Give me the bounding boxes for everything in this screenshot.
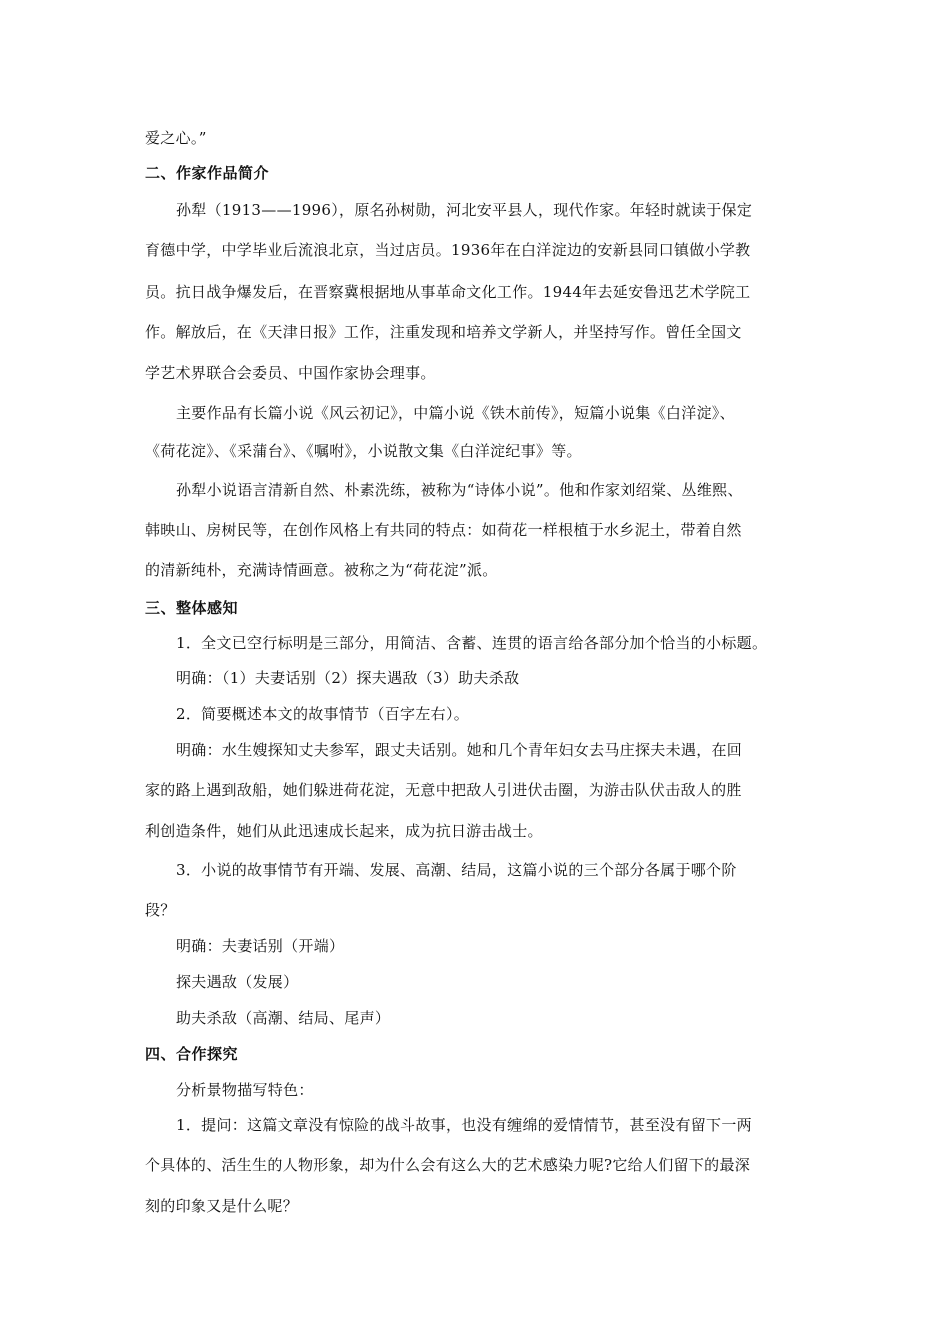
- paragraph-line: 孙犁小说语言清新自然、朴素洗练，被称为“诗体小说”。他和作家刘绍棠、丛维熙、: [176, 481, 743, 499]
- paragraph-line: 助夫杀敌（高潮、结局、尾声）: [176, 1009, 391, 1027]
- paragraph-line: 1．提问：这篇文章没有惊险的战斗故事，也没有缠绵的爱情情节，甚至没有留下一两: [176, 1116, 752, 1134]
- paragraph-line: 刻的印象又是什么呢？: [145, 1197, 299, 1215]
- paragraph-line: 育德中学，中学毕业后流浪北京，当过店员。1936年在白洋淀边的安新县同口镇做小学教: [145, 241, 751, 259]
- paragraph-line: 《荷花淀》、《采蒲台》、《嘱咐》，小说散文集《白洋淀纪事》等。: [145, 442, 582, 460]
- paragraph-line: 2．简要概述本文的故事情节（百字左右）。: [176, 705, 470, 723]
- paragraph-line: 学艺术界联合会委员、中国作家协会理事。: [145, 364, 436, 382]
- paragraph-line: 家的路上遇到敌船，她们躲进荷花淀，无意中把敌人引进伏击圈，为游击队伏击敌人的胜: [145, 781, 742, 799]
- paragraph-line: 明确：（1）夫妻话别（2）探夫遇敌（3）助夫杀敌: [176, 669, 520, 687]
- paragraph-line: 的清新纯朴，充满诗情画意。被称之为“荷花淀”派。: [145, 561, 498, 579]
- paragraph-line: 利创造条件，她们从此迅速成长起来，成为抗日游击战士。: [145, 822, 543, 840]
- paragraph-line: 作。解放后，在《天津日报》工作，注重发现和培养文学新人，并坚持写作。曾任全国文: [145, 323, 742, 341]
- paragraph-line: 分析景物描写特色：: [176, 1081, 314, 1099]
- paragraph-line: 韩映山、房树民等，在创作风格上有共同的特点：如荷花一样根植于水乡泥土，带着自然: [145, 521, 742, 539]
- paragraph-line: 明确：夫妻话别（开端）: [176, 937, 345, 955]
- paragraph-line: 个具体的、活生生的人物形象，却为什么会有这么大的艺术感染力呢?它给人们留下的最深: [145, 1156, 751, 1174]
- section-heading: 二、作家作品简介: [145, 164, 270, 182]
- paragraph-line: 1．全文已空行标明是三部分，用简洁、含蓄、连贯的语言给各部分加个恰当的小标题。: [176, 634, 768, 652]
- paragraph-line: 孙犁（1913——1996），原名孙树勋，河北安平县人，现代作家。年轻时就读于保定: [176, 201, 753, 219]
- paragraph-line: 段？: [145, 901, 176, 919]
- paragraph-line: 明确：水生嫂探知丈夫参军，跟丈夫话别。她和几个青年妇女去马庄探夫未遇，在回: [176, 741, 743, 759]
- paragraph-line: 探夫遇敌（发展）: [176, 973, 299, 991]
- paragraph-line: 3．小说的故事情节有开端、发展、高潮、结局，这篇小说的三个部分各属于哪个阶: [176, 861, 737, 879]
- section-heading: 四、合作探究: [145, 1045, 239, 1063]
- paragraph-line: 主要作品有长篇小说《风云初记》，中篇小说《铁木前传》，短篇小说集《白洋淀》、: [176, 404, 735, 422]
- text-line: 爱之心。”: [145, 129, 207, 147]
- paragraph-line: 员。抗日战争爆发后，在晋察冀根据地从事革命文化工作。1944年去延安鲁迅艺术学院工: [145, 283, 751, 301]
- section-heading: 三、整体感知: [145, 599, 239, 617]
